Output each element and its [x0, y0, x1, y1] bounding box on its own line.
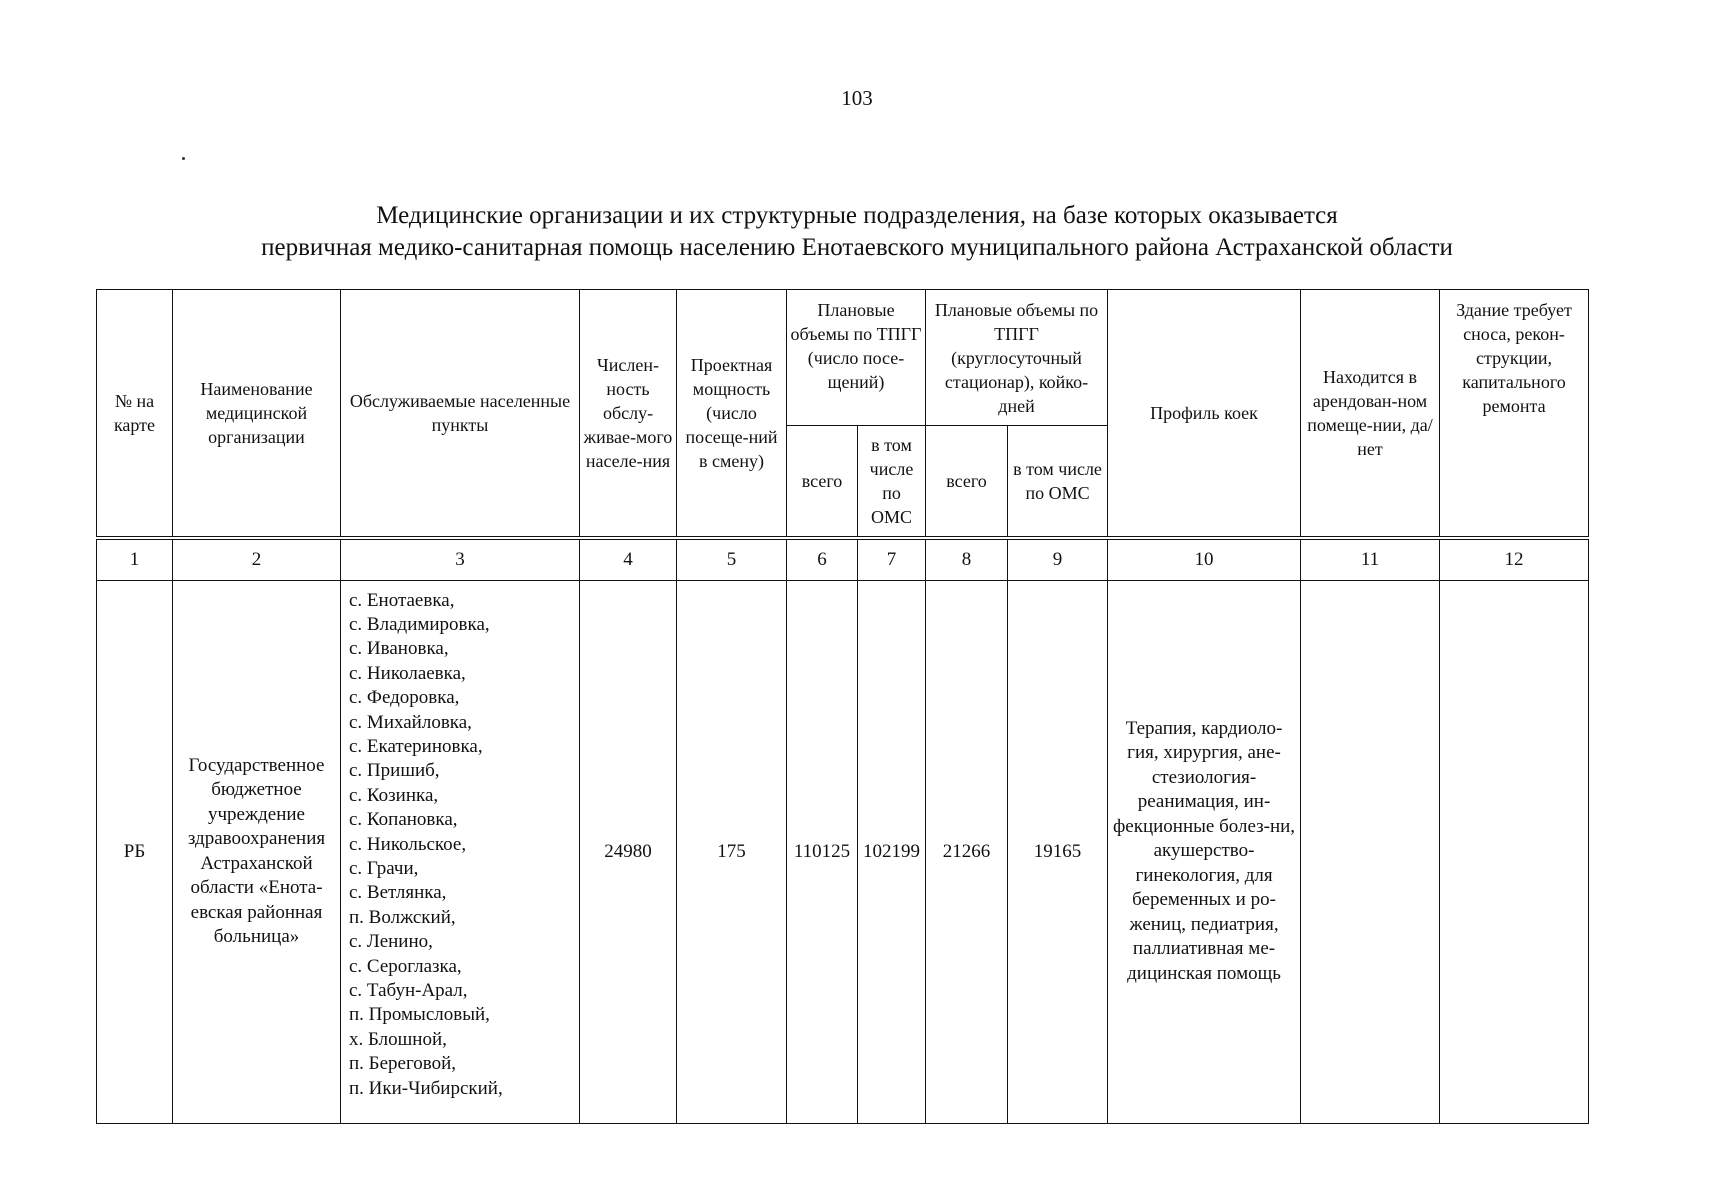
scan-speck	[182, 157, 185, 160]
cell-org-name: Государственное бюджетное учреждение здравоохранения Астраханской области «Енота-евская районная больница»	[173, 580, 341, 1123]
page-number: 103	[841, 86, 873, 110]
cell-visits-total: 110125	[787, 580, 858, 1123]
settlement-item: п. Волжский,	[349, 906, 456, 928]
settlement-item: с. Пришиб,	[349, 760, 440, 782]
medical-organizations-table	[96, 289, 1589, 1124]
cell-inpatient-total: 21266	[926, 580, 1008, 1123]
header-capacity: Проектная мощность (число посеще-ний в смену)	[677, 290, 787, 538]
header-bed-profile: Профиль коек	[1108, 290, 1301, 538]
settlement-item: с. Козинка,	[349, 784, 439, 806]
column-number: 12	[1440, 538, 1589, 581]
column-number: 10	[1108, 538, 1301, 581]
header-building: Здание требует сноса, рекон-струкции, капитального ремонта	[1440, 290, 1589, 538]
header-visits-total: всего	[787, 426, 858, 538]
settlement-item: с. Табун-Арал,	[349, 980, 468, 1001]
header-visits-group: Плановые объемы по ТПГГ (число посе-щений)	[787, 290, 926, 426]
settlement-item: с. Ивановка,	[349, 638, 449, 660]
settlement-item: с. Грачи,	[349, 857, 419, 879]
column-number: 5	[677, 538, 787, 581]
header-inpatient-oms: в том числе по ОМС	[1008, 426, 1108, 538]
column-number: 6	[787, 538, 858, 581]
cell-capacity: 175	[677, 580, 787, 1123]
settlement-item: с. Федоровка,	[349, 687, 460, 709]
settlement-item: с. Владимировка,	[349, 613, 490, 635]
header-inpatient-total: всего	[926, 426, 1008, 538]
header-rented: Находится в арендован-ном помеще-нии, да/нет	[1301, 290, 1440, 538]
column-number: 7	[858, 538, 926, 581]
settlement-item: с. Енотаевка,	[349, 589, 455, 611]
cell-population: 24980	[580, 580, 677, 1123]
settlement-item: с. Екатериновка,	[349, 735, 483, 757]
cell-map-no: РБ	[97, 580, 173, 1123]
document-title	[0, 200, 1714, 264]
settlement-item: п. Ики-Чибирский,	[349, 1077, 503, 1099]
settlement-item: с. Ветлянка,	[349, 882, 447, 904]
title-line-2: первичная медико-санитарная помощь населению Енотаевского муниципального района Астраханской области	[261, 234, 1453, 261]
column-number: 8	[926, 538, 1008, 581]
settlement-item: с. Михайловка,	[349, 711, 472, 733]
settlement-item: с. Сероглазка,	[349, 955, 462, 977]
cell-building	[1440, 580, 1589, 1123]
column-number: 4	[580, 538, 677, 581]
cell-rented	[1301, 580, 1440, 1123]
header-population: Числен-ность обслу-живае-мого населе-ния	[580, 290, 677, 538]
header-map-no: № на карте	[97, 290, 173, 538]
header-visits-oms: в том числе по ОМС	[858, 426, 926, 538]
title-line-1: Медицинские организации и их структурные подразделения, на базе которых оказывается	[376, 202, 1338, 229]
header-org-name: Наименование медицинской организации	[173, 290, 341, 538]
column-number: 1	[97, 538, 173, 581]
settlement-item: п. Береговой,	[349, 1053, 457, 1075]
settlement-item: с. Николаевка,	[349, 662, 466, 684]
column-numbers-row	[97, 538, 1589, 581]
header-inpatient-group: Плановые объемы по ТПГГ (круглосуточный стационар), койко-дней	[926, 290, 1108, 426]
table-row	[97, 580, 1589, 1123]
header-settlements: Обслуживаемые населенные пункты	[341, 290, 580, 538]
cell-bed-profile: Терапия, кардиоло-гия, хирургия, ане-стезиология-реанимация, ин-фекционные болез-ни, акушерство-гинекология, для беременных и ро-жениц, педиатрия, паллиативная ме-дицинская помощь	[1108, 580, 1301, 1123]
cell-settlements	[341, 580, 580, 1123]
column-number: 9	[1008, 538, 1108, 581]
column-number: 3	[341, 538, 580, 581]
settlement-item: х. Блошной,	[349, 1028, 447, 1050]
column-number: 11	[1301, 538, 1440, 581]
settlement-item: с. Никольское,	[349, 833, 467, 855]
cell-inpatient-oms: 19165	[1008, 580, 1108, 1123]
settlement-item: п. Промысловый,	[349, 1004, 490, 1026]
settlement-item: с. Ленино,	[349, 931, 433, 953]
column-number: 2	[173, 538, 341, 581]
settlement-item: с. Копановка,	[349, 809, 458, 831]
cell-visits-oms: 102199	[858, 580, 926, 1123]
